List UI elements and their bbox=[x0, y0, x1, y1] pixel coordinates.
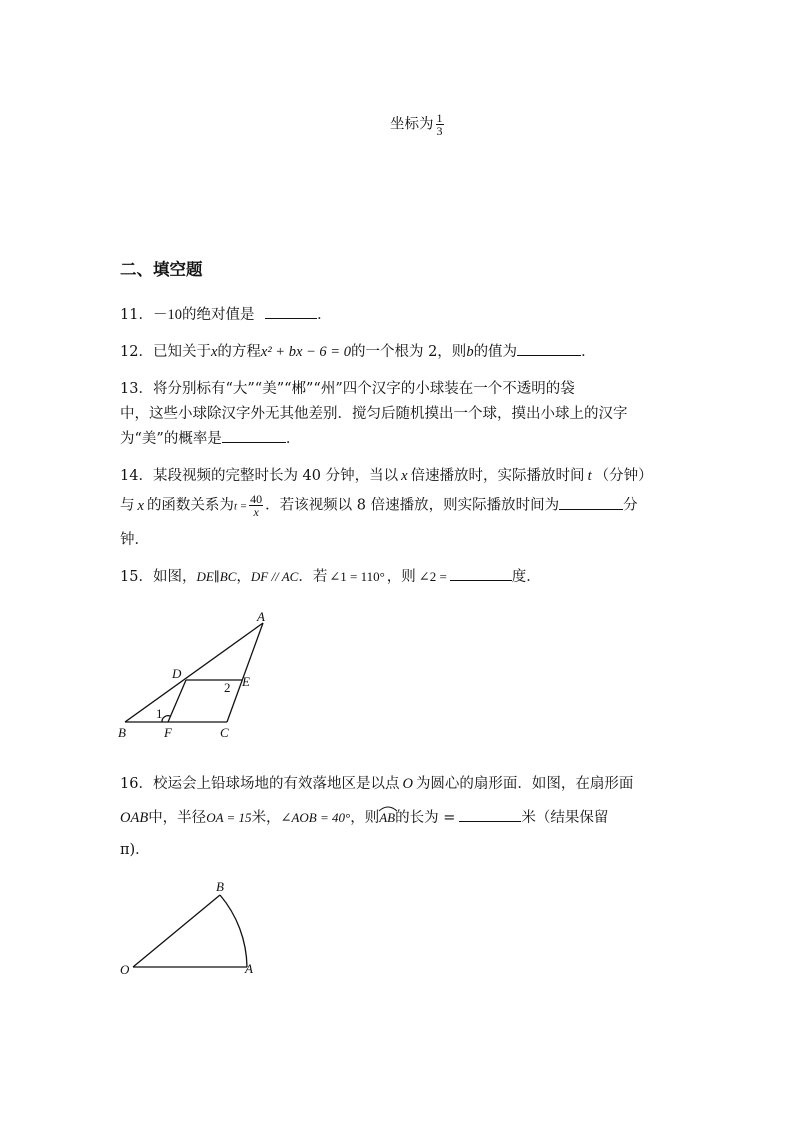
label-B: B bbox=[118, 725, 126, 740]
q14-line2-d: 分 bbox=[623, 497, 638, 514]
q16-line1: 16．校运会上铅球场地的有效落地区是以点 bbox=[120, 776, 400, 792]
q16-var-O: O bbox=[402, 776, 413, 792]
q14-frac-num: 40 bbox=[250, 492, 263, 506]
q15-angle1: ∠1 = 110° bbox=[329, 569, 385, 584]
label-F: F bbox=[164, 725, 172, 740]
question-14-line3: 钟． bbox=[120, 532, 149, 548]
q14-line1-a: 14．某段视频的完整时长为 40 分钟，当以 bbox=[120, 468, 399, 484]
q15-p3: ，则 bbox=[386, 569, 416, 585]
question-13-line1: 13．将分别标有“大”“美”“郴”“州”四个汉字的小球装在一个不透明的袋 bbox=[120, 381, 575, 397]
segment-AC bbox=[227, 623, 263, 722]
q13-line3-text: 为“美”的概率是 bbox=[120, 431, 222, 447]
question-12 bbox=[120, 340, 596, 361]
q16-line2-e: 米（结果保留 bbox=[521, 810, 609, 826]
q16-line2-b: 米， bbox=[251, 810, 281, 826]
q11-number: 11． bbox=[120, 307, 153, 323]
q16-figure bbox=[115, 876, 265, 981]
q15-figure bbox=[110, 608, 280, 743]
segment-DF bbox=[168, 680, 186, 722]
radius-OB bbox=[133, 895, 220, 967]
q15-p1: 如图， bbox=[152, 569, 197, 585]
q16-line2-a: 中，半径 bbox=[148, 810, 207, 826]
q14-answer-blank[interactable] bbox=[559, 497, 623, 510]
question-13-line2: 中，这些小球除汉字外无其他差别．搅匀后随机摸出一个球，摸出小球上的汉字 bbox=[120, 406, 628, 422]
q16-line2-d: 的长为 = bbox=[395, 810, 456, 826]
question-16-line2 bbox=[120, 806, 608, 827]
q16-line2-c: ，则 bbox=[350, 810, 380, 826]
label-A: A bbox=[257, 609, 265, 624]
q14-var-x-2: x bbox=[137, 497, 144, 514]
q14-line2-b: 的函数关系为 bbox=[146, 497, 234, 514]
top-line bbox=[390, 112, 446, 137]
q14-fraction bbox=[249, 493, 263, 518]
q15-end: 度． bbox=[511, 569, 541, 585]
top-fraction bbox=[436, 112, 444, 137]
q11-neg: －10 bbox=[152, 307, 182, 323]
q16-arc-text: AB bbox=[379, 810, 396, 825]
label-C: C bbox=[220, 725, 229, 740]
q14-var-x: x bbox=[401, 468, 408, 484]
q12-p4: 的值为 bbox=[473, 344, 518, 360]
question-14-line2 bbox=[120, 493, 638, 518]
q14-line2-a: 与 bbox=[120, 497, 135, 514]
q15-angle2: ∠2 = bbox=[418, 569, 447, 584]
q16-arc-ab bbox=[379, 810, 395, 826]
q13-answer-blank[interactable] bbox=[222, 430, 286, 443]
q16-answer-blank[interactable] bbox=[459, 809, 521, 822]
top-frac-den: 3 bbox=[436, 124, 443, 138]
question-13-line3 bbox=[120, 427, 300, 448]
question-16-line1 bbox=[120, 772, 633, 793]
q15-number: 15． bbox=[120, 569, 153, 585]
q12-p1: 已知关于 bbox=[152, 344, 211, 360]
q12-end: ． bbox=[581, 344, 596, 360]
label-1: 1 bbox=[156, 706, 163, 721]
q14-formula-t: t = bbox=[233, 500, 248, 513]
question-11 bbox=[120, 303, 332, 324]
q13-end: ． bbox=[285, 431, 301, 447]
q14-line2-c: ．若该视频以 8 倍速播放，则实际播放时间为 bbox=[265, 497, 560, 514]
q14-line1-b: 倍速播放时，实际播放时间 bbox=[410, 468, 585, 484]
q16-radius: OA = 15 bbox=[206, 810, 252, 825]
top-text: 坐标为 bbox=[390, 116, 434, 133]
label-O: O bbox=[120, 962, 130, 977]
q16-angle: ∠AOB = 40° bbox=[280, 810, 351, 825]
q12-var-x: x bbox=[210, 344, 218, 360]
question-15 bbox=[120, 565, 541, 586]
q16-line1-b: 为圆心的扇形面．如图，在扇形面 bbox=[415, 776, 634, 792]
q12-equation: x² + bx − 6 = 0 bbox=[260, 344, 351, 360]
segment-BA bbox=[125, 623, 263, 722]
q15-cond2: DF // AC bbox=[250, 569, 299, 584]
arc-AB bbox=[220, 895, 247, 967]
label-B-sector: B bbox=[216, 879, 224, 894]
q14-line1-c: （分钟） bbox=[594, 468, 653, 484]
q11-text: 的绝对值是 bbox=[181, 307, 255, 323]
q11-end: ． bbox=[317, 307, 332, 323]
question-14-line1 bbox=[120, 464, 653, 485]
q12-number: 12． bbox=[120, 344, 153, 360]
q12-var-b: b bbox=[466, 344, 474, 360]
label-A-sector: A bbox=[245, 961, 253, 976]
q15-answer-blank[interactable] bbox=[450, 568, 512, 581]
q12-p3: 的一个根为 2，则 bbox=[350, 344, 467, 360]
q14-frac-den: x bbox=[253, 505, 259, 519]
label-D: D bbox=[172, 666, 182, 681]
q15-sep: ， bbox=[236, 569, 251, 585]
q11-answer-blank[interactable] bbox=[265, 306, 317, 319]
question-16-line3: π)． bbox=[120, 842, 150, 858]
q16-oab: OAB bbox=[120, 810, 149, 826]
top-frac-num: 1 bbox=[436, 111, 443, 125]
q14-var-t: t bbox=[587, 468, 592, 484]
label-E: E bbox=[242, 674, 250, 689]
q15-cond1: DE∥BC bbox=[196, 569, 237, 584]
label-2: 2 bbox=[224, 680, 231, 695]
arc-mark-icon bbox=[378, 805, 398, 812]
q12-answer-blank[interactable] bbox=[517, 343, 581, 356]
q12-p2: 的方程 bbox=[217, 344, 261, 360]
q15-p2: ．若 bbox=[298, 569, 328, 585]
section-title: 二、填空题 bbox=[120, 260, 203, 279]
